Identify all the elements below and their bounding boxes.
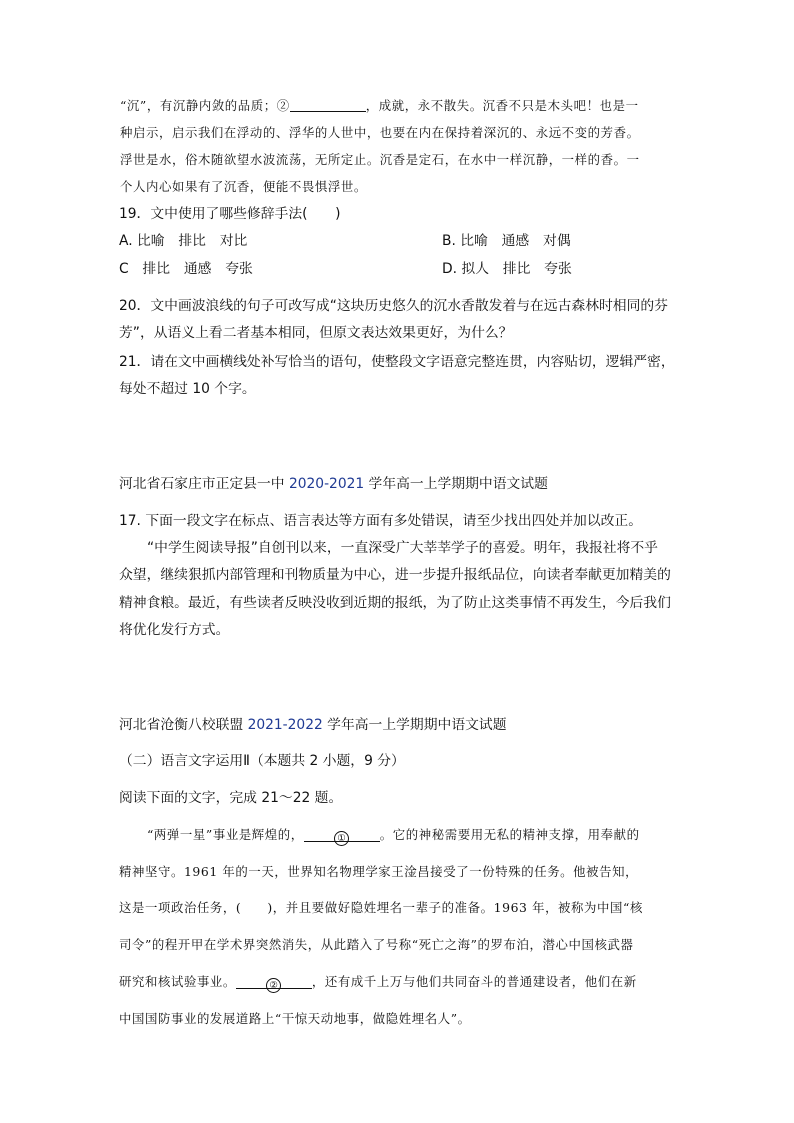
- answer-blank-2b: [236, 975, 312, 989]
- section3-instruction: 阅读下面的文字，完成 21～22 题。: [119, 790, 343, 806]
- section3-para-line-5: 研究和核试验事业。 ② ，还有成千上万与他们共同奋斗的普通建设者，他们在新: [119, 974, 637, 991]
- section3-para-line-3: 这是一项政治任务，( )，并且要做好隐姓埋名一辈子的准备。1963 年，被称为中国“核: [119, 900, 643, 915]
- q19-option-a: A. 比喻 排比 对比: [119, 233, 248, 249]
- section3-para-line-1: “两弹一星”事业是辉煌的， ① 。它的神秘需要用无私的精神支撑，用奉献的: [147, 827, 640, 844]
- section2-body-line-4: 将优化发行方式。: [119, 622, 230, 638]
- q21-line-2: 每处不超过 10 个字。: [119, 381, 256, 397]
- passage1-line-2: 种启示，启示我们在浮动的、浮华的人世中，也要在内在保持着深沉的、永远不变的芳香。: [120, 125, 640, 140]
- q19-stem: 19．文中使用了哪些修辞手法( ): [119, 206, 341, 222]
- q19-option-d: D. 拟人 排比 夸张: [442, 261, 572, 277]
- section3-para-line-4: 司令”的程开甲在学术界突然消失，从此踏入了号称“死亡之海”的罗布泊，潜心中国核武器: [119, 937, 634, 952]
- q20-line-2: 芳”，从语义上看二者基本相同，但原文表达效果更好，为什么？: [119, 325, 513, 341]
- section3-para-line-2: 精神坚守。1961 年的一天，世界知名物理学家王淦昌接受了一份特殊的任务。他被告知，: [119, 864, 639, 879]
- passage1-line-4: 个人内心如果有了沉香，便能不畏惧浮世。: [120, 179, 367, 194]
- blank-marker-1: ①: [334, 831, 349, 846]
- q19-option-c: C 排比 通感 夸张: [119, 261, 253, 277]
- answer-blank-2: [290, 98, 366, 112]
- q19-option-b: B. 比喻 通感 对偶: [442, 233, 571, 249]
- q17-stem: 17. 下面一段文字在标点、语言表达等方面有多处错误，请至少找出四处并加以改正。: [119, 513, 643, 529]
- section3-subheading: （二）语言文字运用Ⅱ（本题共 2 小题，9 分）: [119, 753, 405, 769]
- section2-heading: 河北省石家庄市正定县一中 2020-2021 学年高一上学期期中语文试题: [119, 476, 548, 492]
- section2-body-line-3: 精神食粮。最近，有些读者反映没收到近期的报纸，为了防止这类事情不再发生，今后我们: [119, 595, 671, 611]
- q20-line-1: 20．文中画波浪线的句子可改写成“这块历史悠久的沉水香散发着与在远古森林时相同的芬: [119, 298, 668, 314]
- section2-body-line-1: “中学生阅读导报”自创刊以来，一直深受广大莘莘学子的喜爱。明年，我报社将不乎: [147, 540, 658, 556]
- section3-para-line-6: 中国国防事业的发展道路上“干惊天动地事，做隐姓埋名人”。: [119, 1011, 471, 1026]
- passage1-line-1: “沉”，有沉静内敛的品质；② ，成就，永不散失。沉香不只是木头吧！也是一: [120, 98, 639, 113]
- answer-blank-1: [304, 828, 380, 842]
- section2-body-line-2: 众望，继续狠抓内部管理和刊物质量为中心，进一步提升报纸品位，向读者奉献更加精美的: [119, 567, 671, 583]
- q21-line-1: 21．请在文中画横线处补写恰当的语句，使整段文字语意完整连贯，内容贴切，逻辑严密，: [119, 354, 675, 370]
- blank-marker-2: ②: [266, 978, 281, 993]
- passage1-line-3: 浮世是水，俗木随欲望水波流荡，无所定止。沉香是定石，在水中一样沉静，一样的香。一: [120, 152, 640, 167]
- section3-heading: 河北省沧衡八校联盟 2021-2022 学年高一上学期期中语文试题: [119, 717, 507, 733]
